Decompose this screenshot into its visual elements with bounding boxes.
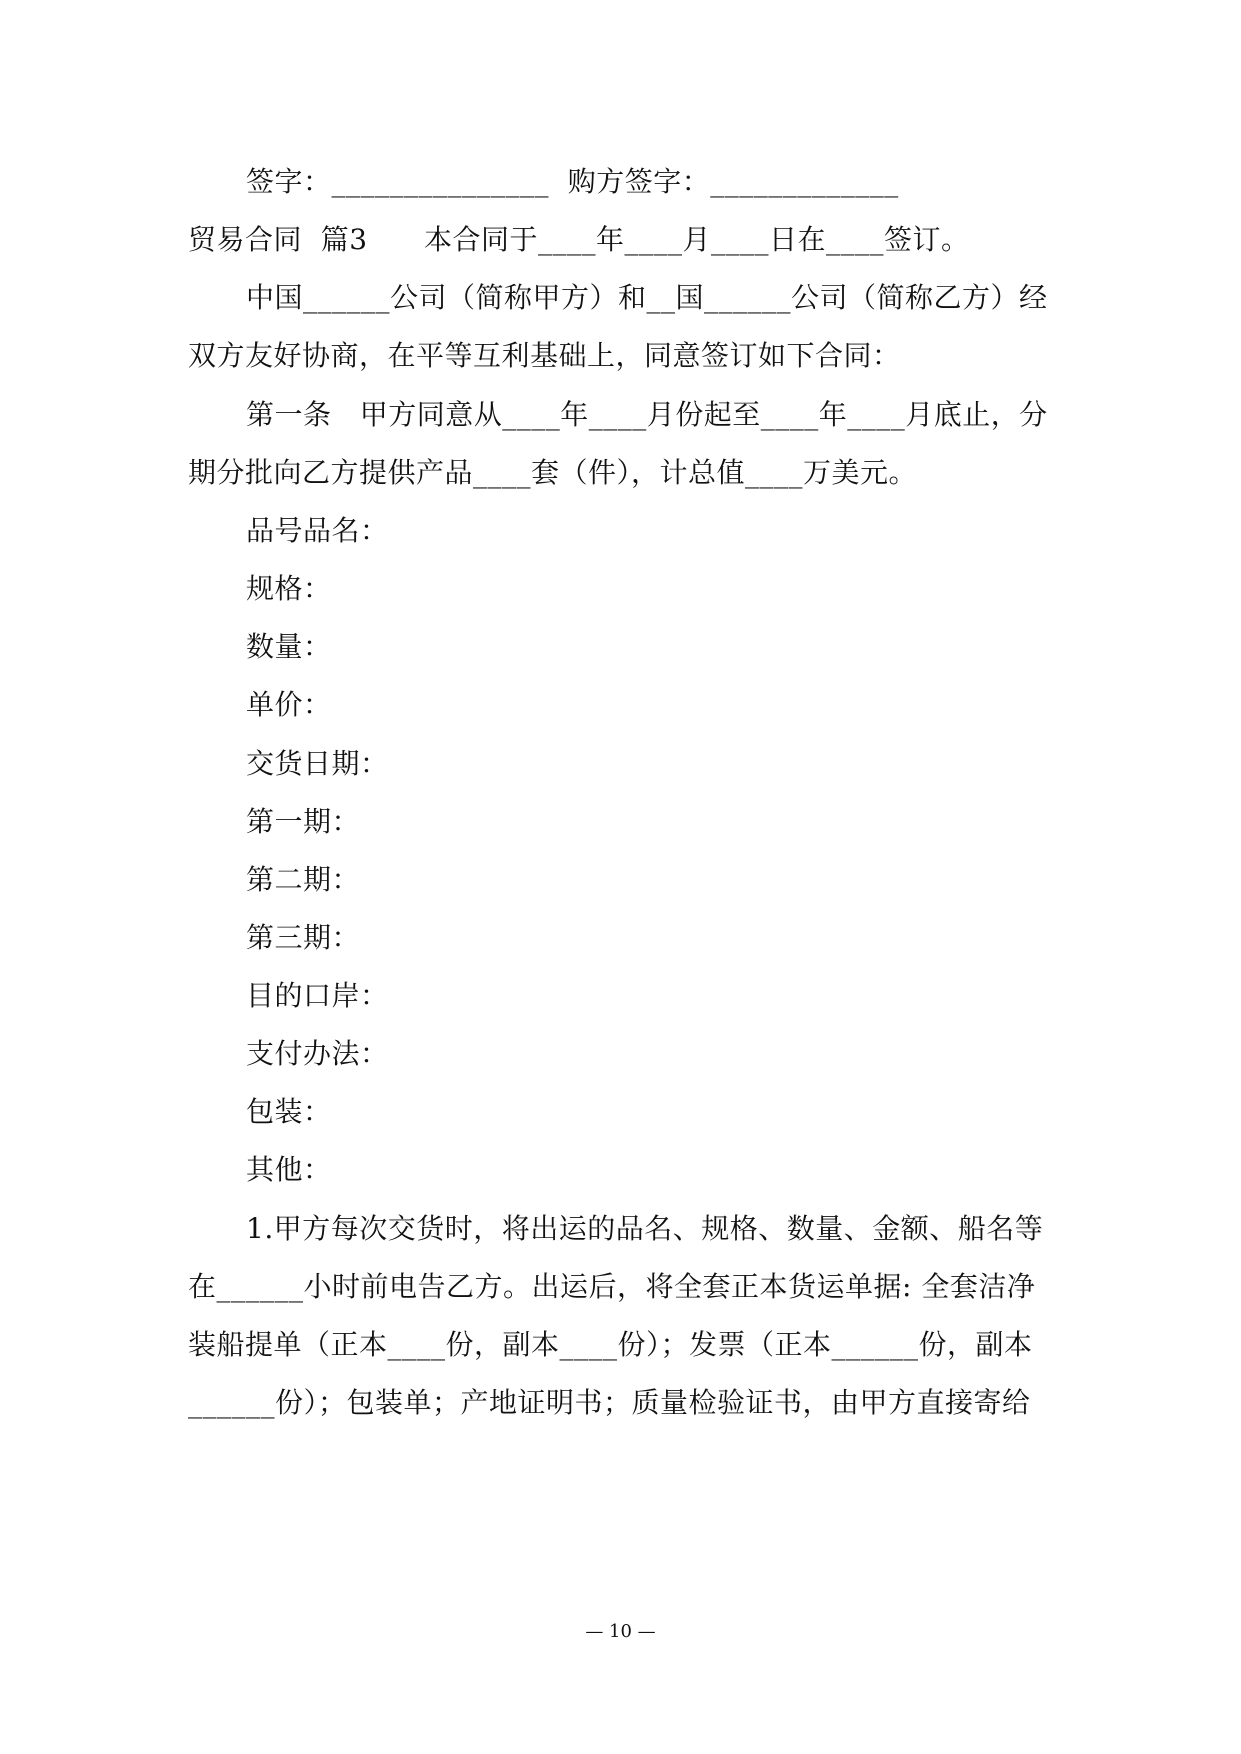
field-label: 其他： (246, 1153, 332, 1186)
clause-line: 1.甲方每次交货时，将出运的品名、规格、数量、金额、船名等 (246, 1212, 1044, 1245)
field-label: 第三期： (246, 921, 361, 954)
paragraph-line: 双方友好协商，在平等互利基础上，同意签订如下合同： (188, 339, 901, 372)
paragraph-line: 期分批向乙方提供产品____套（件），计总值____万美元。 (188, 456, 918, 489)
field-label: 交货日期： (246, 747, 389, 780)
field-label: 品号品名： (246, 514, 389, 547)
paragraph-line: 中国______公司（简称甲方）和__国______公司（简称乙方）经 (246, 281, 1048, 314)
paragraph-line: ______份）；包装单；产地证明书；质量检验证书，由甲方直接寄给 (188, 1386, 1031, 1419)
field-label: 单价： (246, 688, 332, 721)
article-one-line: 第一条 甲方同意从____年____月份起至____年____月底止，分 (246, 398, 1048, 431)
field-label: 目的口岸： (246, 979, 389, 1012)
page-number: — 10 — (585, 1621, 656, 1642)
field-label: 数量： (246, 630, 332, 663)
contract-heading-line: 贸易合同 篇3 本合同于____年____月____日在____签订。 (188, 223, 970, 256)
field-label: 第一期： (246, 805, 361, 838)
paragraph-line: 装船提单（正本____份，副本____份）；发票（正本______份，副本 (188, 1328, 1033, 1361)
field-label: 规格： (246, 572, 332, 605)
paragraph-line: 在______小时前电告乙方。出运后，将全套正本货运单据: 全套洁净 (188, 1270, 1036, 1303)
field-label: 第二期： (246, 863, 361, 896)
field-label: 包装： (246, 1095, 332, 1128)
field-label: 支付办法： (246, 1037, 389, 1070)
signature-line: 签字：_______________ 购方签字：_____________ (246, 165, 899, 198)
